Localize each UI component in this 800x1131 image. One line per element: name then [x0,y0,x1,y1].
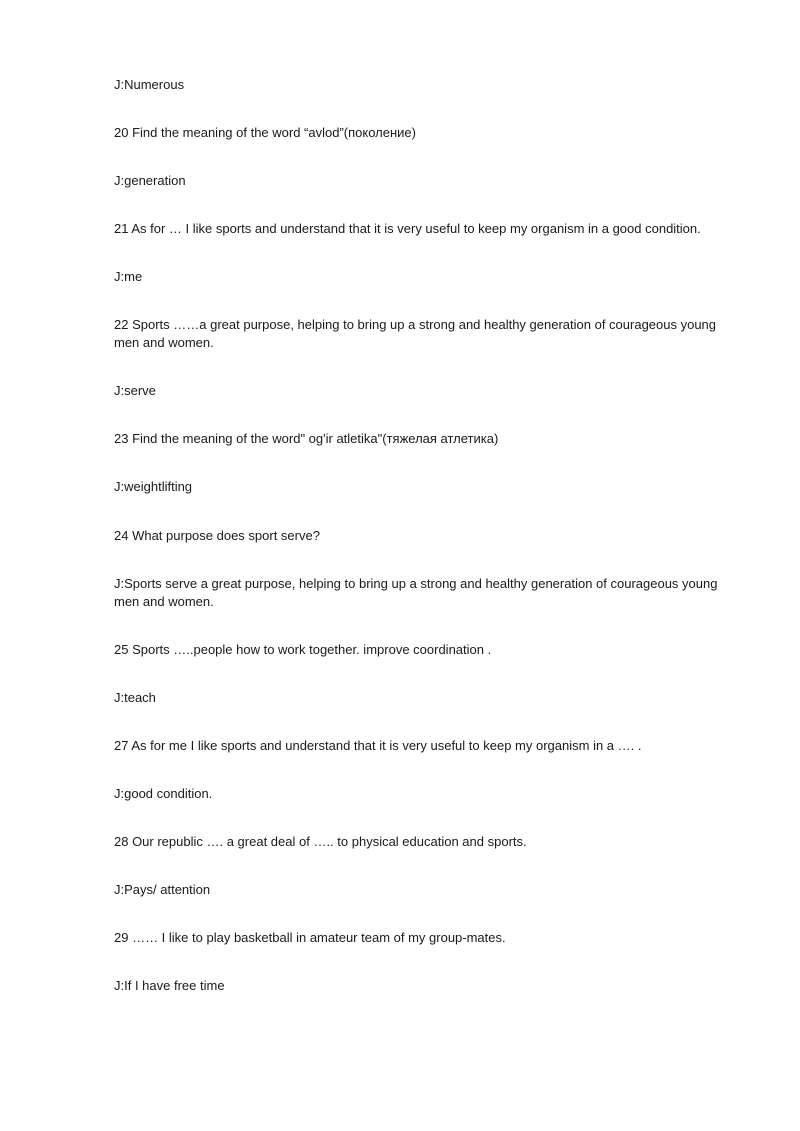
answer-line: J:teach [114,690,156,705]
question-line: 20 Find the meaning of the word “avlod”(поколение) [114,125,416,140]
answer-line: J:generation [114,173,186,188]
answer-line: J:serve [114,383,156,398]
question-line: 21 As for … I like sports and understand that it is very useful to keep my organism in a good condition. [114,221,701,236]
question-line: 23 Find the meaning of the word" og'ir atletika"(тяжелая атлетика) [114,431,499,446]
question-line: 22 Sports ……a great purpose, helping to bring up a strong and healthy generation of courageous young men and women. [114,317,717,350]
question-line: 29 …… I like to play basketball in amateur team of my group-mates. [114,930,506,945]
question-line: 24 What purpose does sport serve? [114,528,320,543]
answer-line: J:good condition. [114,786,213,801]
question-line: 28 Our republic …. a great deal of ….. to physical education and sports. [114,834,527,849]
answer-line: J:Numerous [114,77,185,92]
answer-line: J:Pays/ attention [114,882,211,897]
answer-line: J:weightlifting [114,479,193,494]
answer-line: J:Sports serve a great purpose, helping to bring up a strong and healthy generation of courageous young men and women. [114,576,718,609]
answer-line: J:me [114,269,143,284]
question-line: 27 As for me I like sports and understand that it is very useful to keep my organism in a …. . [114,738,642,753]
question-line: 25 Sports …..people how to work together. improve coordination . [114,642,492,657]
answer-line: J:If I have free time [114,978,225,993]
